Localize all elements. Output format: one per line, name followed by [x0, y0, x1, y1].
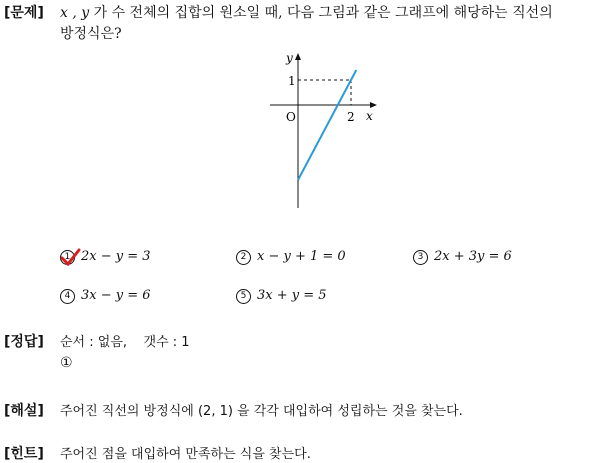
choice-4[interactable] [60, 288, 151, 304]
choice-2[interactable] [236, 249, 346, 265]
choice-number: 5 [236, 289, 251, 304]
choice-text: 2x − y = 3 [81, 249, 151, 264]
x-tick-label: 2 [347, 110, 355, 124]
y-axis-arrow [295, 53, 301, 60]
question-line-1 [60, 2, 553, 22]
choice-5[interactable] [236, 288, 327, 304]
explanation-label: [해설] [4, 403, 44, 419]
question-line-2: 방정식은? [60, 26, 122, 42]
origin-label: O [286, 110, 296, 124]
answer-value: ① [60, 355, 73, 371]
graph-line [298, 70, 356, 180]
question-variables: x , y [60, 5, 90, 21]
question-text-1: 가 수 전체의 집합의 원소일 때, 다음 그림과 같은 그래프에 해당하는 직선의 [93, 5, 553, 21]
choice-number: 1 [60, 250, 75, 265]
answer-label: [정답] [4, 334, 44, 350]
choice-text: 3x + y = 5 [257, 288, 327, 303]
x-axis-label: x [366, 109, 373, 123]
question-label: [문제] [4, 5, 44, 21]
choice-number: 2 [236, 250, 251, 265]
choice-3[interactable] [413, 249, 512, 265]
choice-text: 2x + 3y = 6 [434, 249, 512, 264]
hint-label: [힌트] [4, 446, 44, 462]
choice-number: 3 [413, 250, 428, 265]
y-tick-label: 1 [288, 74, 296, 88]
explanation-text: 주어진 직선의 방정식에 (2, 1) 을 각각 대입하여 성립하는 것을 찾는다. [60, 404, 463, 419]
answer-info: 순서 : 없음, 갯수 : 1 [60, 335, 190, 350]
y-axis-label: y [286, 51, 293, 65]
check-mark-icon [60, 248, 82, 268]
hint-text: 주어진 점을 대입하여 만족하는 식을 찾는다. [60, 447, 311, 462]
choice-text: 3x − y = 6 [81, 288, 151, 303]
line-graph [260, 48, 390, 213]
x-axis-arrow [370, 102, 377, 108]
choice-text: x − y + 1 = 0 [257, 249, 346, 264]
choice-number: 4 [60, 289, 75, 304]
